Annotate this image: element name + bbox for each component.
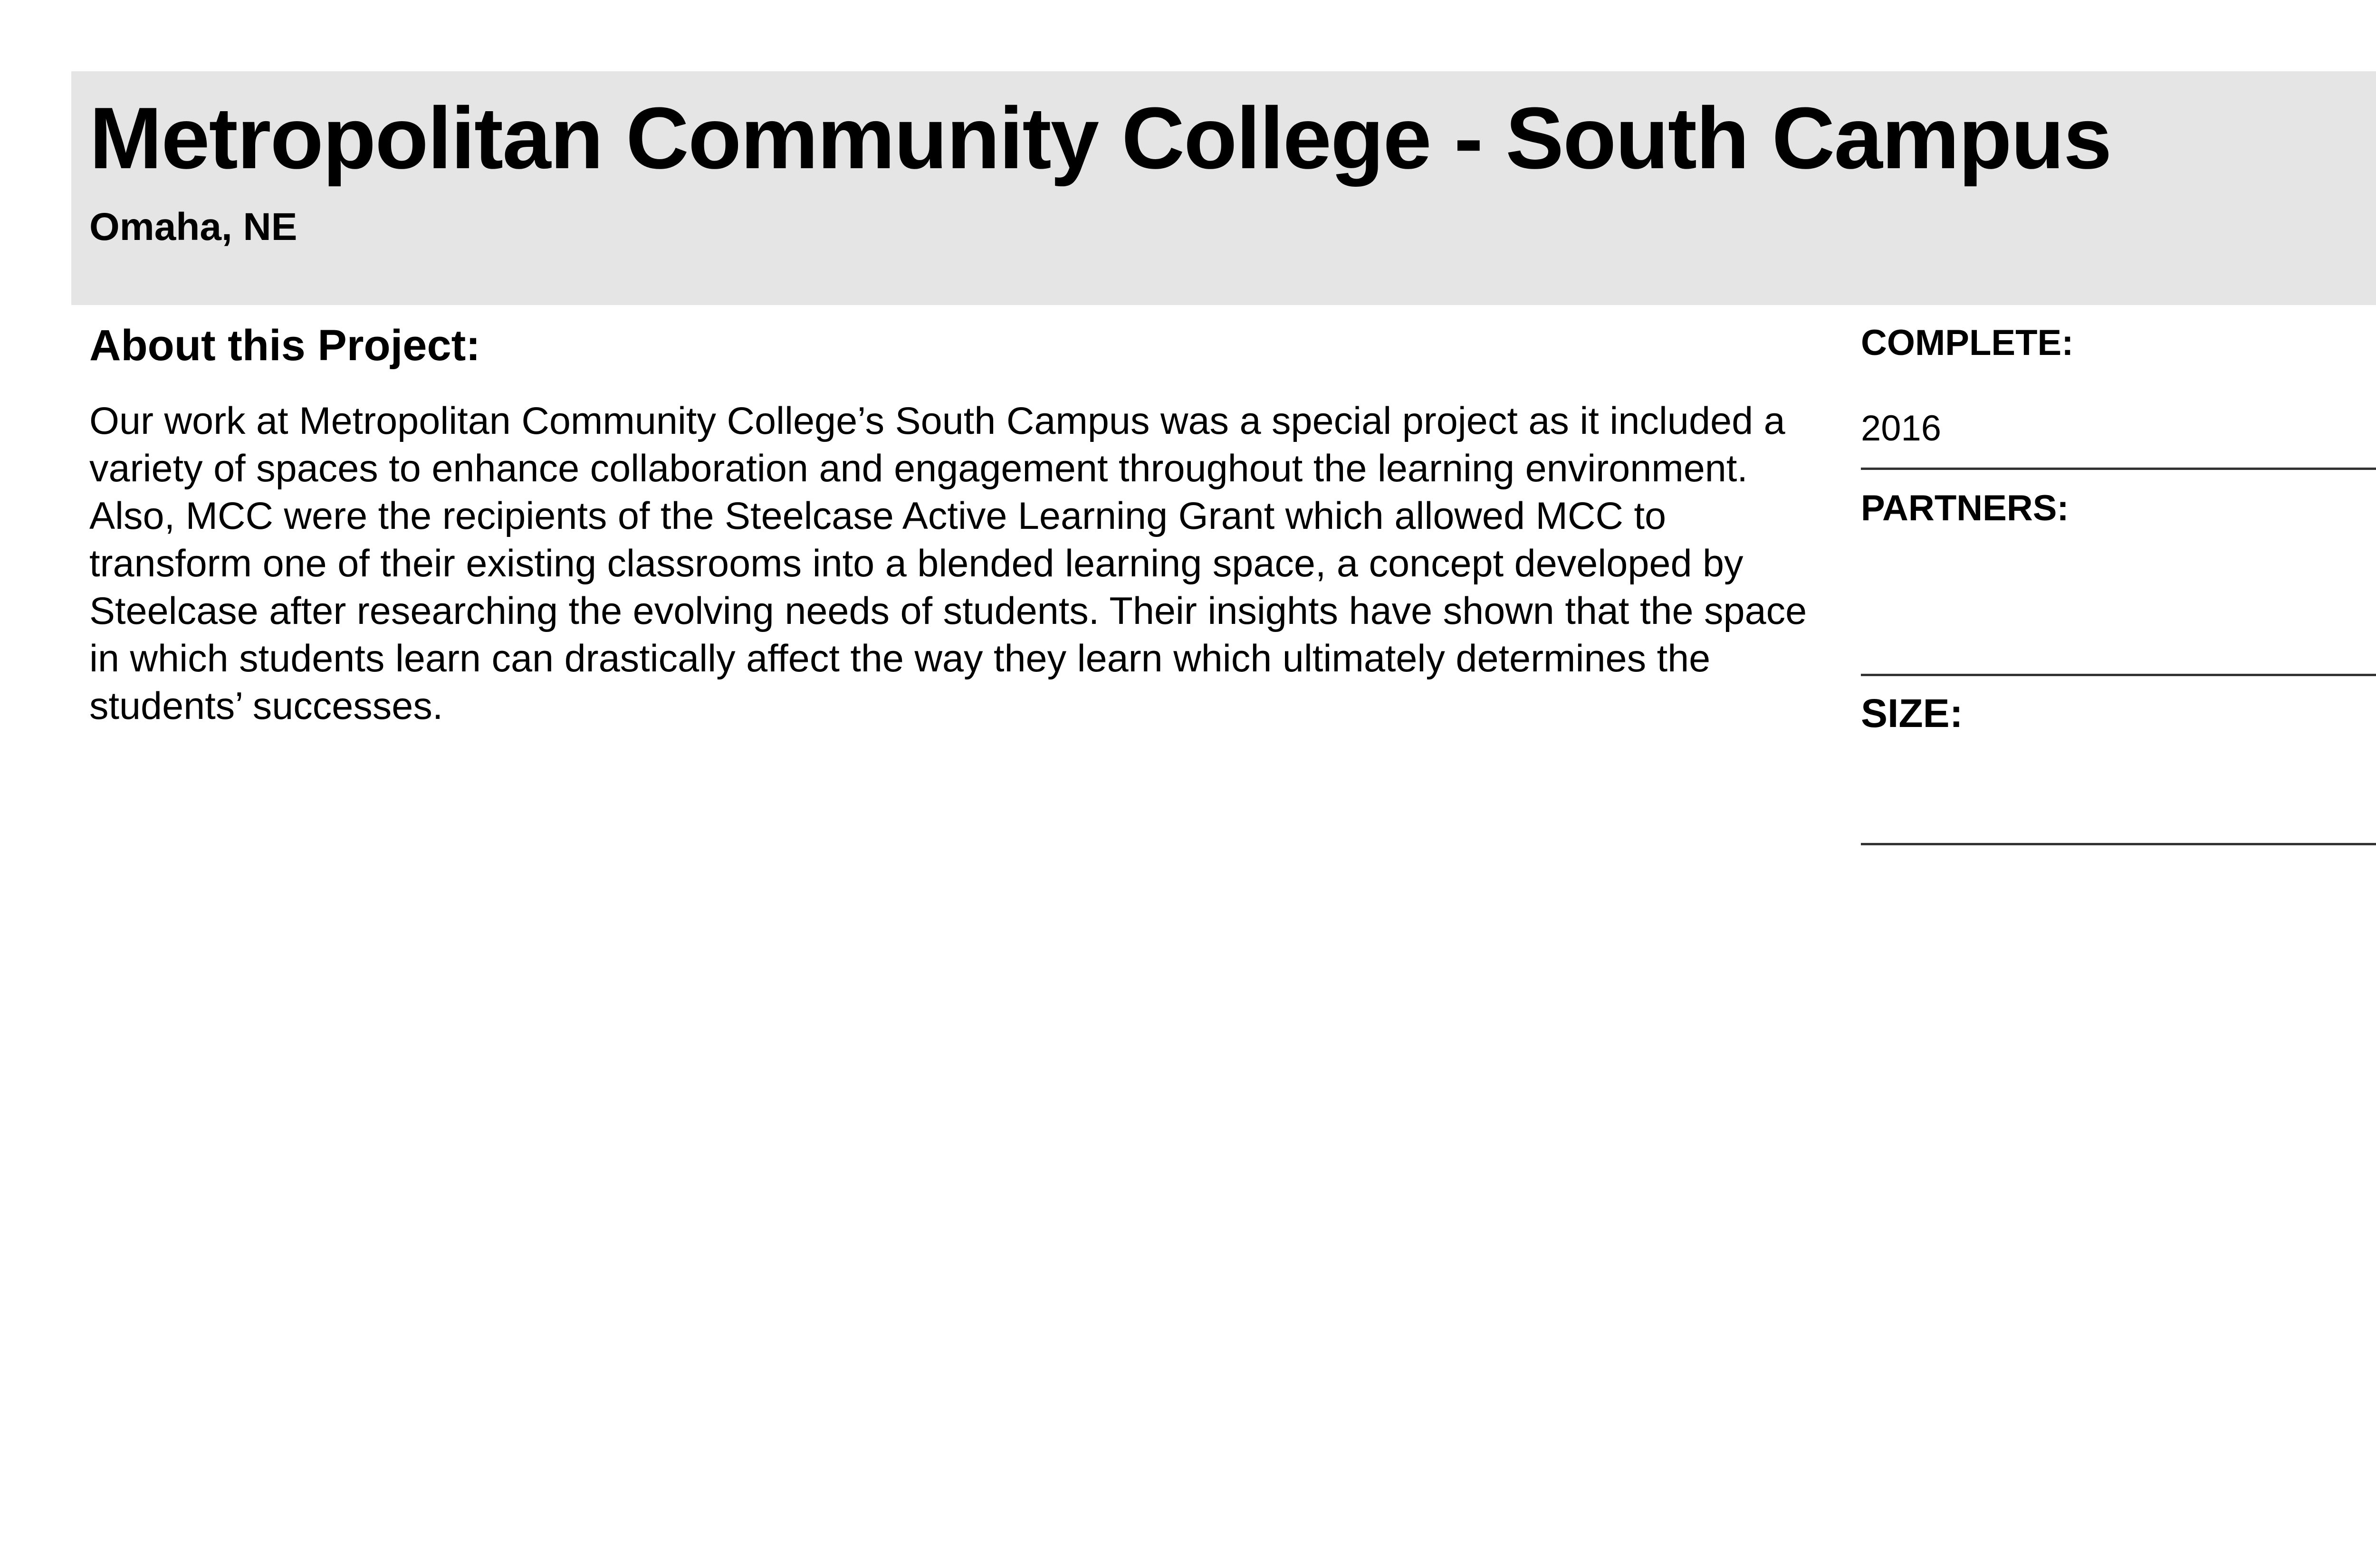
size-label: SIZE: xyxy=(1861,691,1963,736)
location-subtitle: Omaha, NE xyxy=(89,205,297,249)
about-heading: About this Project: xyxy=(89,321,480,370)
divider-size xyxy=(1861,843,2376,845)
page-title: Metropolitan Community College - South Campus xyxy=(89,89,2111,187)
about-body: Our work at Metropolitan Community College’s South Campus was a special project as it included a variety of spaces to enhance collaboration and engagement throughout the learning environment. Also, MCC were the recipients of the Steelcase Active Learning Grant which allowed MCC to transform one of their existing classrooms into a blended learning space, a concept developed by Steelcase after researching the evolving needs of students. Their insights have shown that the space in which students learn can drastically affect the way they learn which ultimately determines the students’ successes. xyxy=(89,400,1807,727)
divider-partners xyxy=(1861,674,2376,676)
divider-complete xyxy=(1861,468,2376,470)
complete-value: 2016 xyxy=(1861,408,1942,449)
partners-label: PARTNERS: xyxy=(1861,488,2069,528)
complete-label: COMPLETE: xyxy=(1861,323,2074,363)
